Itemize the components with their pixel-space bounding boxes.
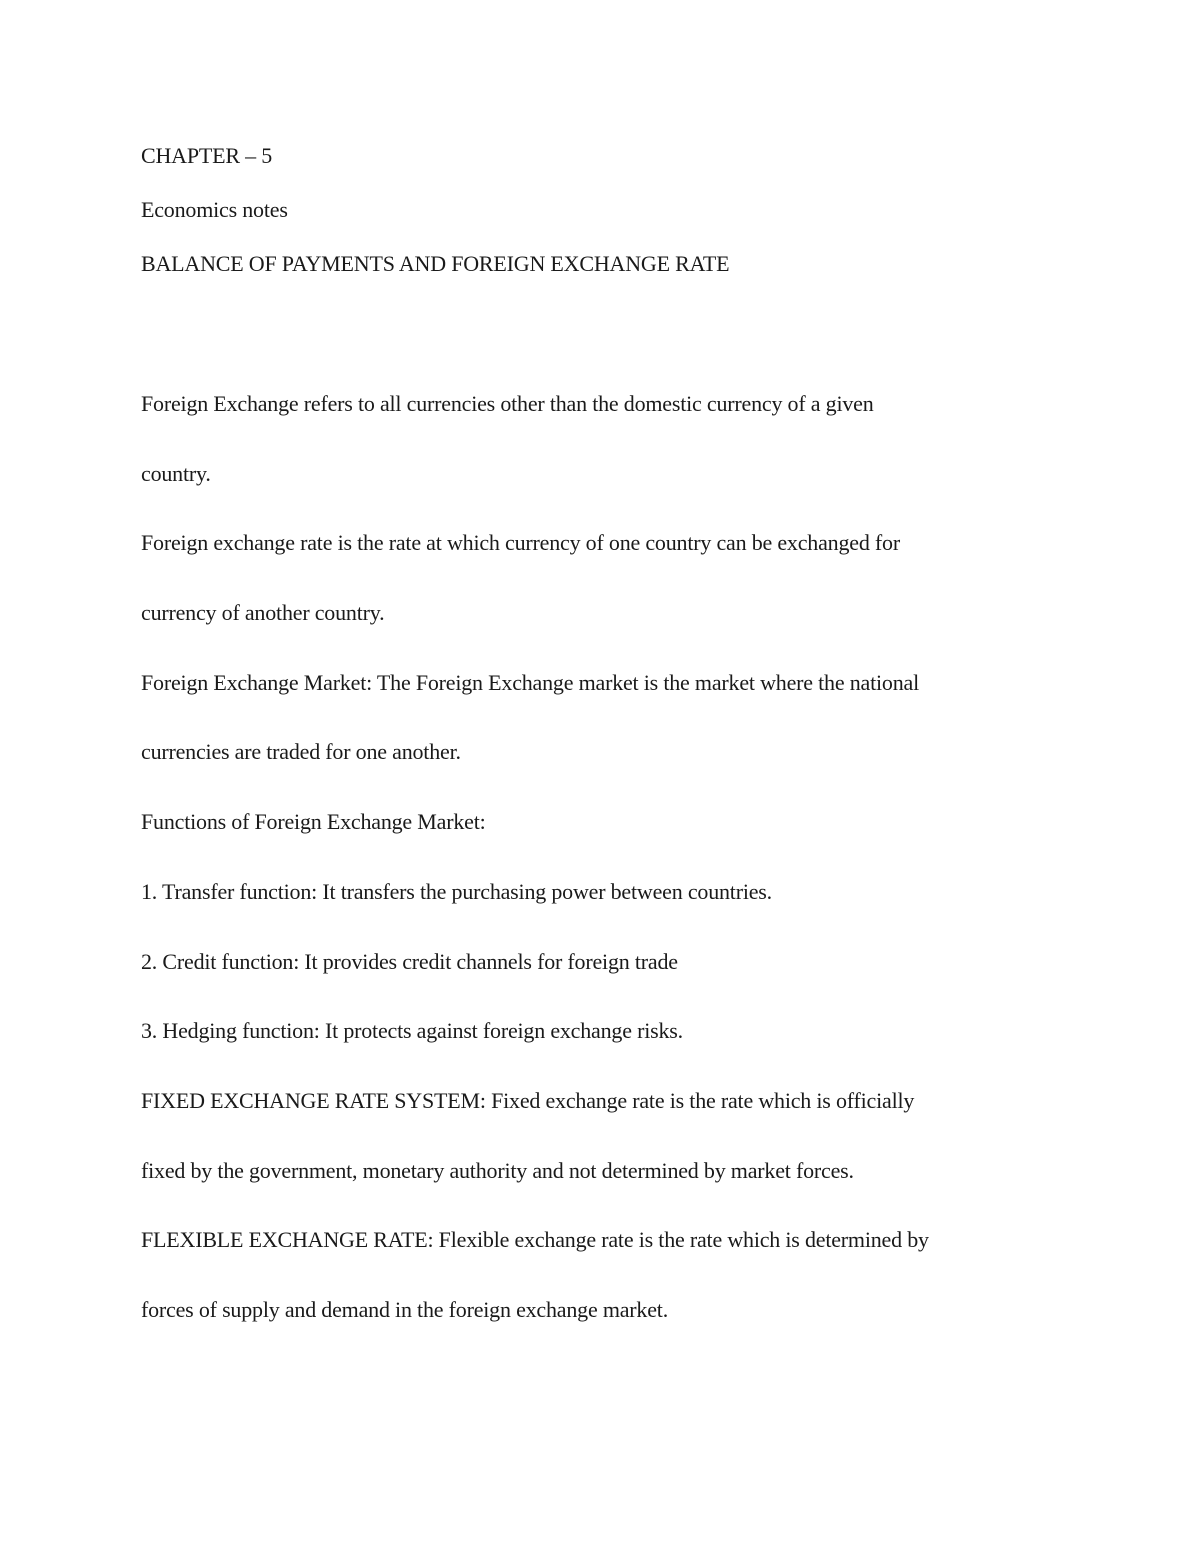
body-line: Foreign Exchange Market: The Foreign Exchange market is the market where the national [141, 670, 919, 695]
chapter-title: CHAPTER – 5 [141, 143, 273, 168]
body-line: FIXED EXCHANGE RATE SYSTEM: Fixed exchange rate is the rate which is officially [141, 1088, 915, 1113]
body-line: fixed by the government, monetary authority and not determined by market forces. [141, 1158, 854, 1183]
list-item: 3. Hedging function: It protects against foreign exchange risks. [141, 1018, 683, 1043]
body-line: FLEXIBLE EXCHANGE RATE: Flexible exchange rate is the rate which is determined by [141, 1227, 929, 1252]
body-line: forces of supply and demand in the foreign exchange market. [141, 1297, 669, 1322]
document-subtitle: Economics notes [141, 197, 288, 222]
list-item: 1. Transfer function: It transfers the purchasing power between countries. [141, 879, 772, 904]
body-line: currency of another country. [141, 600, 385, 625]
body-line: Foreign Exchange refers to all currencies other than the domestic currency of a given [141, 391, 874, 416]
document-heading: BALANCE OF PAYMENTS AND FOREIGN EXCHANGE RATE [141, 251, 730, 276]
section-heading: Functions of Foreign Exchange Market: [141, 809, 486, 834]
body-line: currencies are traded for one another. [141, 739, 461, 764]
list-item: 2. Credit function: It provides credit channels for foreign trade [141, 949, 678, 974]
body-line: country. [141, 461, 211, 486]
body-line: Foreign exchange rate is the rate at which currency of one country can be exchanged for [141, 530, 900, 555]
